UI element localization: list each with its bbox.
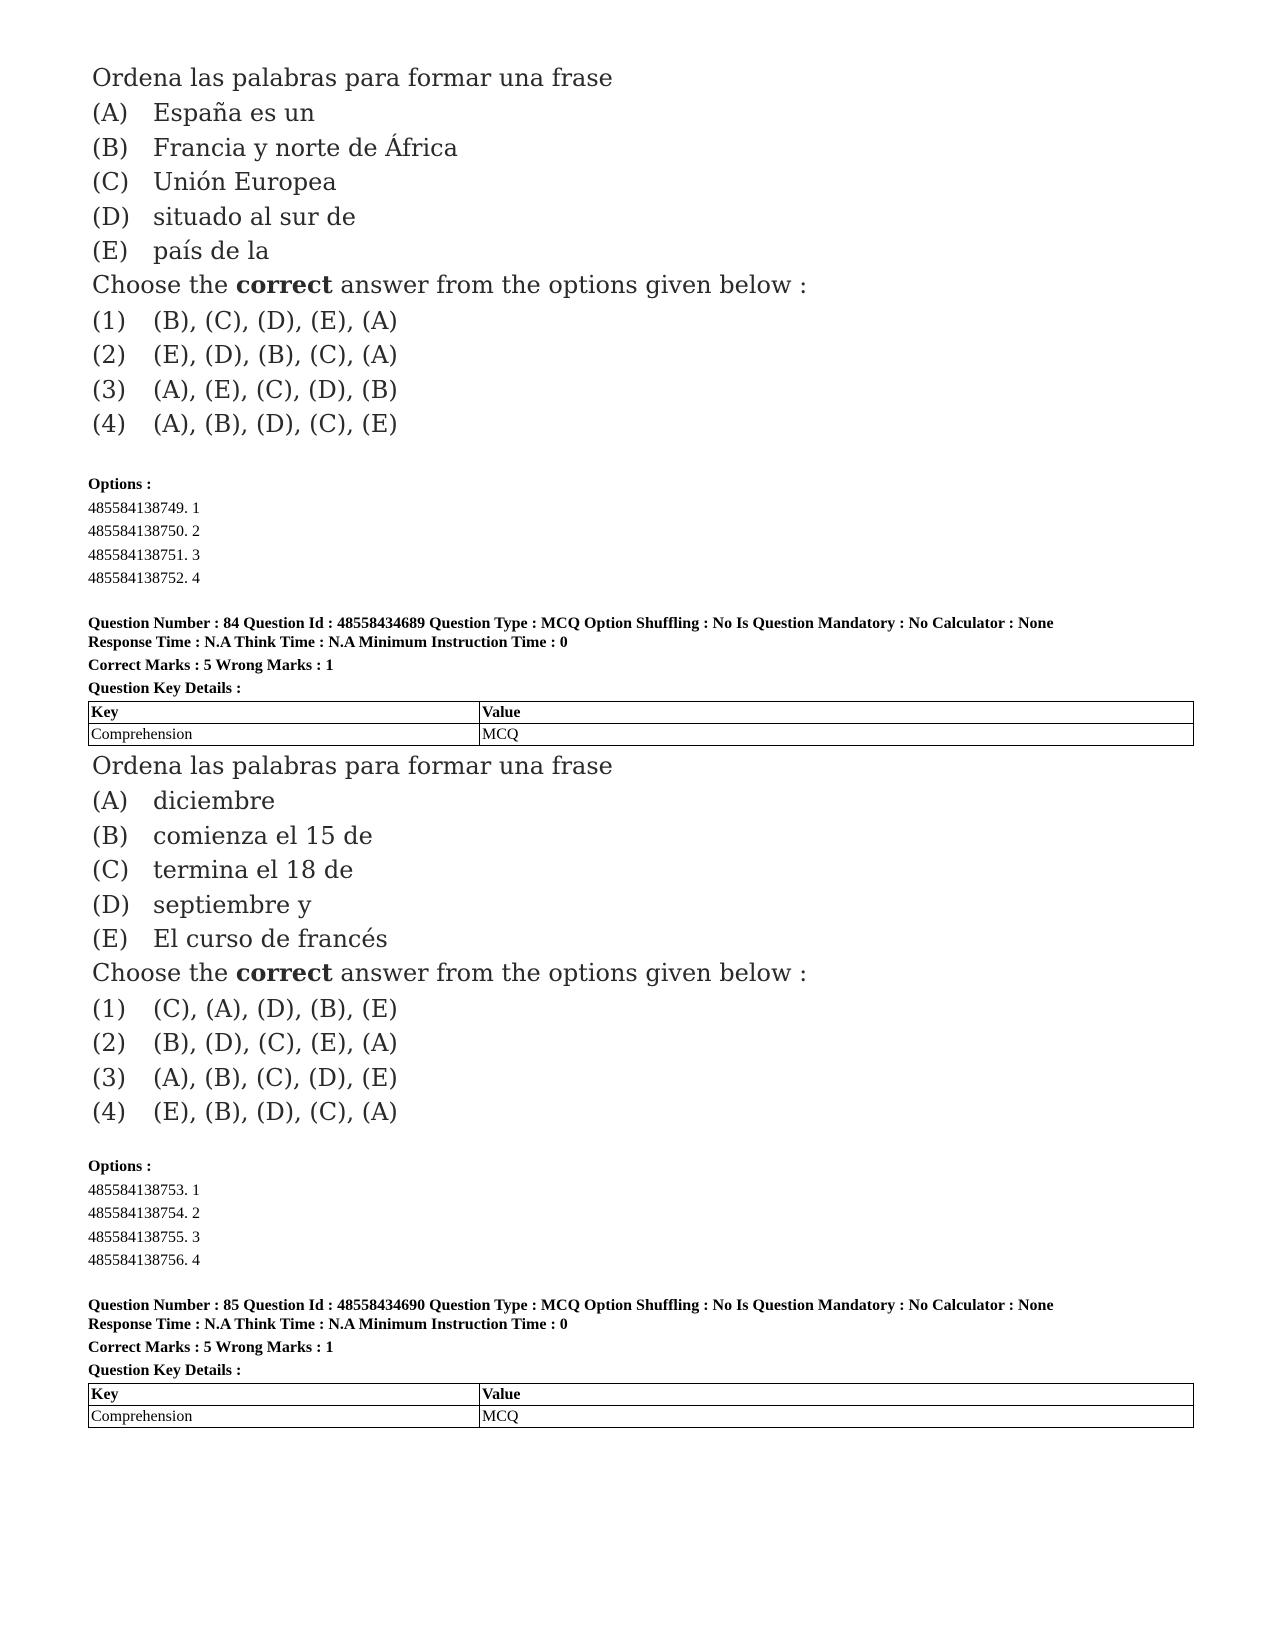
answer-label: (1) [92, 995, 126, 1023]
answer-label: (4) [92, 1098, 126, 1126]
table-row [89, 724, 1194, 746]
answer-text: (A), (B), (D), (C), (E) [153, 410, 398, 438]
option-item: 485584138750. 2 [88, 523, 200, 540]
header-key: Key [89, 702, 480, 724]
item-label: (E) [92, 237, 129, 265]
option-item: 485584138755. 3 [88, 1228, 200, 1246]
item-label: (D) [92, 891, 130, 919]
cell-key: Comprehension [89, 1406, 480, 1428]
q83-stem: Ordena las palabras para formar una frase [92, 64, 613, 92]
item-label: (B) [92, 822, 129, 850]
option-item: 485584138749. 1 [88, 499, 200, 517]
option-item: 485584138753. 1 [88, 1181, 200, 1199]
item-label: (E) [92, 925, 129, 953]
answer-text: (B), (D), (C), (E), (A) [153, 1029, 398, 1057]
header-key: Key [89, 1384, 480, 1406]
item-text: país de la [153, 237, 270, 265]
q85-key-details-heading: Question Key Details : [88, 1362, 242, 1379]
table-header-row [89, 702, 1194, 724]
q84-key-details-heading: Question Key Details : [88, 680, 242, 697]
item-label: (B) [92, 134, 129, 162]
header-value: Value [480, 1384, 1194, 1406]
answer-label: (3) [92, 1064, 126, 1092]
cell-key: Comprehension [89, 724, 480, 746]
header-value: Value [480, 702, 1194, 724]
q85-key-table [88, 1383, 1194, 1428]
choose-bold: correct [235, 958, 333, 987]
item-text: diciembre [153, 787, 276, 815]
answer-text: (A), (B), (C), (D), (E) [153, 1064, 398, 1092]
choose-bold: correct [235, 270, 333, 299]
item-text: España es un [153, 99, 315, 127]
q84-meta-line1: Question Number : 84 Question Id : 48558434689 Question Type : MCQ Option Shuffling : No Is Question Mandatory : No Calculator : None [88, 615, 1054, 632]
q84-stem: Ordena las palabras para formar una frase [92, 752, 613, 780]
table-header-row [89, 1384, 1194, 1406]
answer-label: (3) [92, 376, 126, 404]
item-label: (A) [92, 787, 129, 815]
item-text: situado al sur de [153, 203, 356, 231]
options-heading: Options : [88, 476, 152, 493]
answer-label: (2) [92, 1029, 126, 1057]
q84-options [88, 1155, 200, 1273]
cell-value: MCQ [480, 724, 1194, 746]
q83-choose-instruction [92, 271, 807, 299]
choose-pre: Choose the [92, 271, 236, 299]
item-label: (C) [92, 856, 130, 884]
item-label: (A) [92, 99, 129, 127]
options-heading: Options : [88, 1158, 152, 1175]
q84-meta-line2: Response Time : N.A Think Time : N.A Minimum Instruction Time : 0 [88, 634, 568, 651]
item-text: septiembre y [153, 891, 312, 919]
q85-meta-line1: Question Number : 85 Question Id : 48558434690 Question Type : MCQ Option Shuffling : No Is Question Mandatory : No Calculator : None [88, 1297, 1054, 1314]
table-row [89, 1406, 1194, 1428]
answer-label: (2) [92, 341, 126, 369]
item-text: Unión Europea [153, 168, 337, 196]
option-item: 485584138756. 4 [88, 1252, 200, 1269]
option-item: 485584138752. 4 [88, 570, 200, 587]
q85-meta-line2: Response Time : N.A Think Time : N.A Minimum Instruction Time : 0 [88, 1316, 568, 1333]
choose-pre: Choose the [92, 959, 236, 987]
choose-post: answer from the options given below : [332, 271, 808, 299]
option-item: 485584138754. 2 [88, 1205, 200, 1222]
q84-choose-instruction [92, 959, 807, 987]
cell-value: MCQ [480, 1406, 1194, 1428]
q84-marks: Correct Marks : 5 Wrong Marks : 1 [88, 657, 334, 674]
item-text: comienza el 15 de [153, 822, 373, 850]
q85-marks: Correct Marks : 5 Wrong Marks : 1 [88, 1339, 334, 1356]
option-item: 485584138751. 3 [88, 546, 200, 564]
item-label: (D) [92, 203, 130, 231]
answer-text: (C), (A), (D), (B), (E) [153, 995, 398, 1023]
answer-text: (B), (C), (D), (E), (A) [153, 307, 398, 335]
answer-label: (4) [92, 410, 126, 438]
answer-text: (E), (D), (B), (C), (A) [153, 341, 398, 369]
item-text: termina el 18 de [153, 856, 354, 884]
answer-text: (E), (B), (D), (C), (A) [153, 1098, 398, 1126]
q84-key-table [88, 701, 1194, 746]
answer-label: (1) [92, 307, 126, 335]
choose-post: answer from the options given below : [332, 959, 808, 987]
item-text: Francia y norte de África [153, 134, 458, 162]
answer-text: (A), (E), (C), (D), (B) [153, 376, 398, 404]
item-label: (C) [92, 168, 130, 196]
q83-options [88, 473, 200, 591]
item-text: El curso de francés [153, 925, 388, 953]
